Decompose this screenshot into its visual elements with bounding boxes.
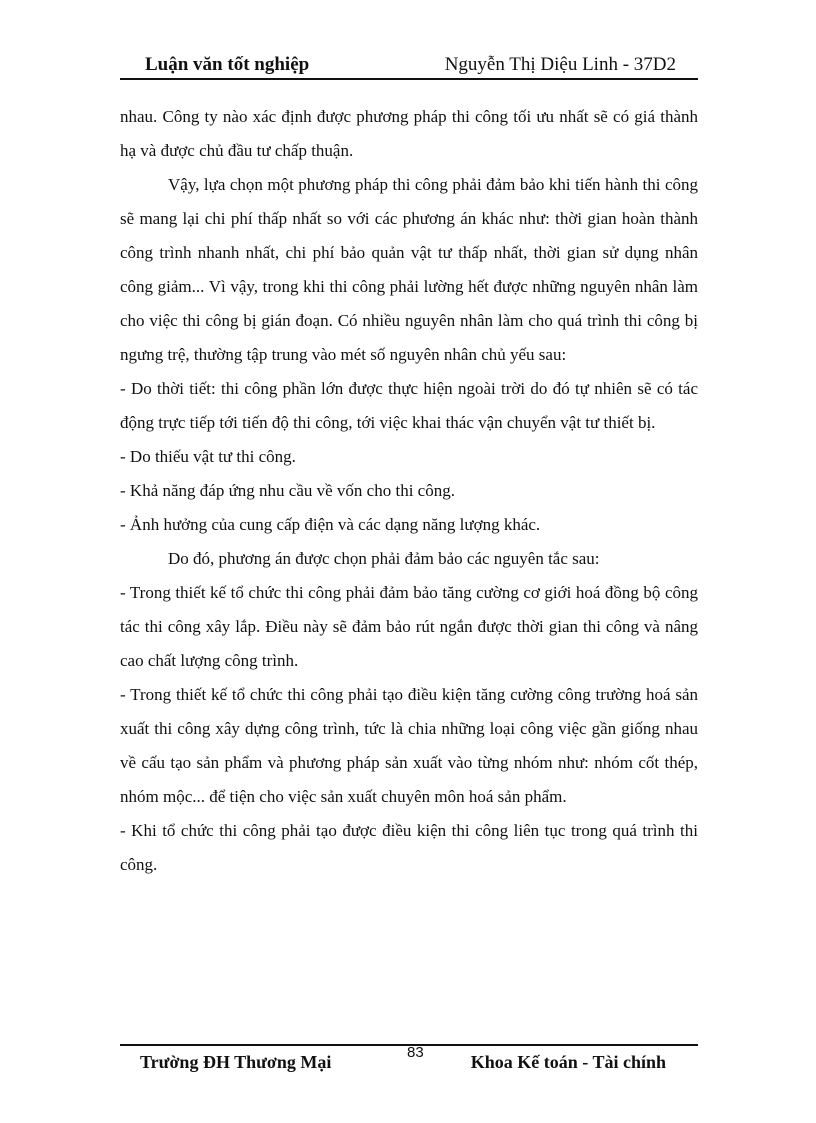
header-thesis-title: Luận văn tốt nghiệp: [145, 54, 310, 75]
page-footer: [120, 1044, 698, 1086]
list-item: - Trong thiết kế tổ chức thi công phải tạo điều kiện tăng cường công trường hoá sản xuất thi công xây dựng công trình, tức là chia những loại công việc gần giống nhau về cấu tạo sản phẩm và phương pháp sản xuất vào từng nhóm như: nhóm cốt thép, nhóm mộc... để tiện cho việc sản xuất chuyên môn hoá sản phẩm.: [120, 685, 698, 806]
list-item: - Khi tổ chức thi công phải tạo được điều kiện thi công liên tục trong quá trình thi công.: [120, 821, 698, 874]
list-item: - Do thời tiết: thi công phần lớn được thực hiện ngoài trời do đó tự nhiên sẽ có tác động trực tiếp tới tiến độ thi công, tới việc khai thác vận chuyển vật tư thiết bị.: [120, 379, 698, 432]
paragraph: Do đó, phương án được chọn phải đảm bảo các nguyên tắc sau:: [168, 549, 600, 568]
page-body: [120, 100, 698, 882]
paragraph: Vậy, lựa chọn một phương pháp thi công phải đảm bảo khi tiến hành thi công sẽ mang lại chi phí thấp nhất so với các phương án khác như: thời gian hoàn thành công trình nhanh nhất, chi phí bảo quản vật tư thấp nhất, thời gian sử dụng nhân công giảm... Vì vậy, trong khi thi công phải lường hết được những nguyên nhân làm cho việc thi công bị gián đoạn. Có nhiều nguyên nhân làm cho quá trình thi công bị ngưng trệ, thường tập trung vào mét số nguyên nhân chủ yếu sau:: [120, 175, 698, 364]
page-header: [120, 52, 698, 80]
footer-university: Trường ĐH Thương Mại: [140, 1052, 332, 1072]
list-item: - Trong thiết kế tổ chức thi công phải đảm bảo tăng cường cơ giới hoá đồng bộ công tác thi công xây lắp. Điều này sẽ đảm bảo rút ngắn được thời gian thi công và nâng cao chất lượng công trình.: [120, 583, 698, 670]
list-item: - Ảnh hưởng của cung cấp điện và các dạng năng lượng khác.: [120, 515, 541, 534]
paragraph: nhau. Công ty nào xác định được phương pháp thi công tối ưu nhất sẽ có giá thành hạ và được chủ đầu tư chấp thuận.: [120, 107, 698, 160]
footer-faculty: Khoa Kế toán - Tài chính: [470, 1052, 666, 1072]
page-number: 83: [407, 1044, 424, 1061]
list-item: - Do thiếu vật tư thi công.: [120, 447, 296, 466]
header-author: Nguyễn Thị Diệu Linh - 37D2: [444, 54, 676, 75]
list-item: - Khả năng đáp ứng nhu cầu về vốn cho thi công.: [120, 481, 455, 500]
